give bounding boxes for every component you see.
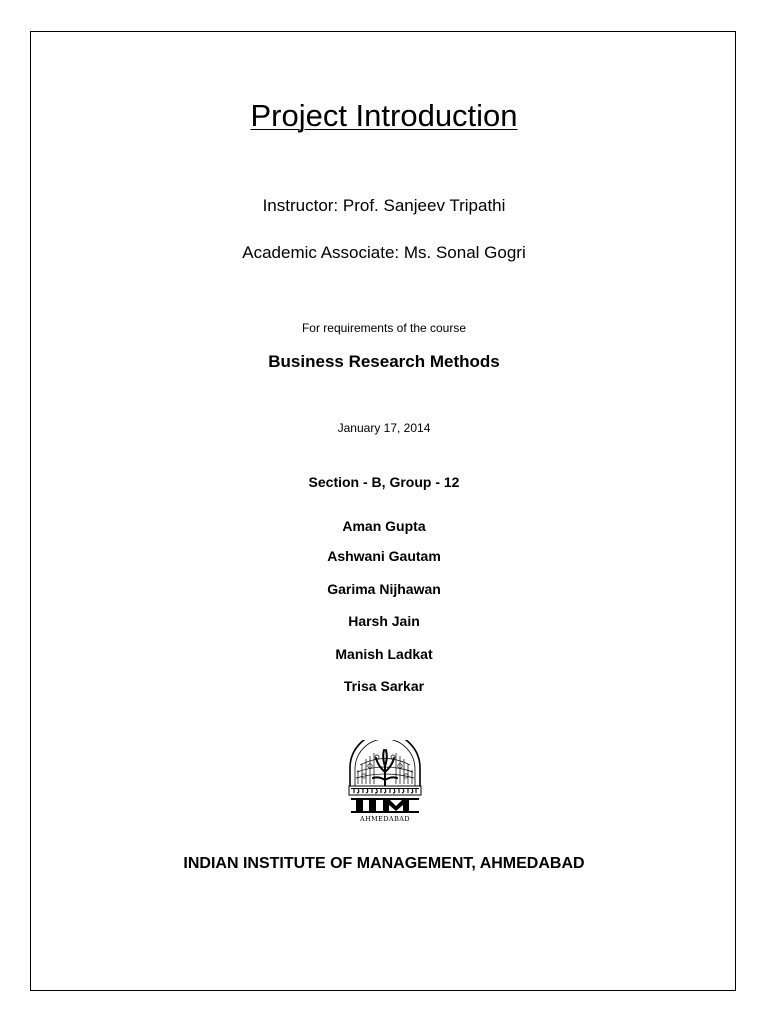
group-member: Manish Ladkat xyxy=(335,646,433,662)
group-member: Ashwani Gautam xyxy=(327,548,441,564)
instructor-line: Instructor: Prof. Sanjeev Tripathi xyxy=(262,196,506,215)
course-intro-text: For requirements of the course xyxy=(301,321,467,335)
course-name: Business Research Methods xyxy=(268,352,500,371)
group-member: Trisa Sarkar xyxy=(343,678,425,694)
page-border xyxy=(30,31,736,991)
institute-name: INDIAN INSTITUTE OF MANAGEMENT, AHMEDABAD xyxy=(183,855,585,872)
page-title: Project Introduction xyxy=(250,98,518,133)
iim-logo xyxy=(346,740,424,824)
academic-associate-line: Academic Associate: Ms. Sonal Gogri xyxy=(242,243,526,262)
group-member: Aman Gupta xyxy=(342,518,426,534)
submission-date: January 17, 2014 xyxy=(337,421,431,435)
logo-city-text: AHMEDABAD xyxy=(359,815,411,823)
group-member: Garima Nijhawan xyxy=(327,581,441,597)
iim-tree-emblem-icon xyxy=(346,740,424,824)
group-member: Harsh Jain xyxy=(348,613,420,629)
section-group-heading: Section - B, Group - 12 xyxy=(308,474,460,490)
